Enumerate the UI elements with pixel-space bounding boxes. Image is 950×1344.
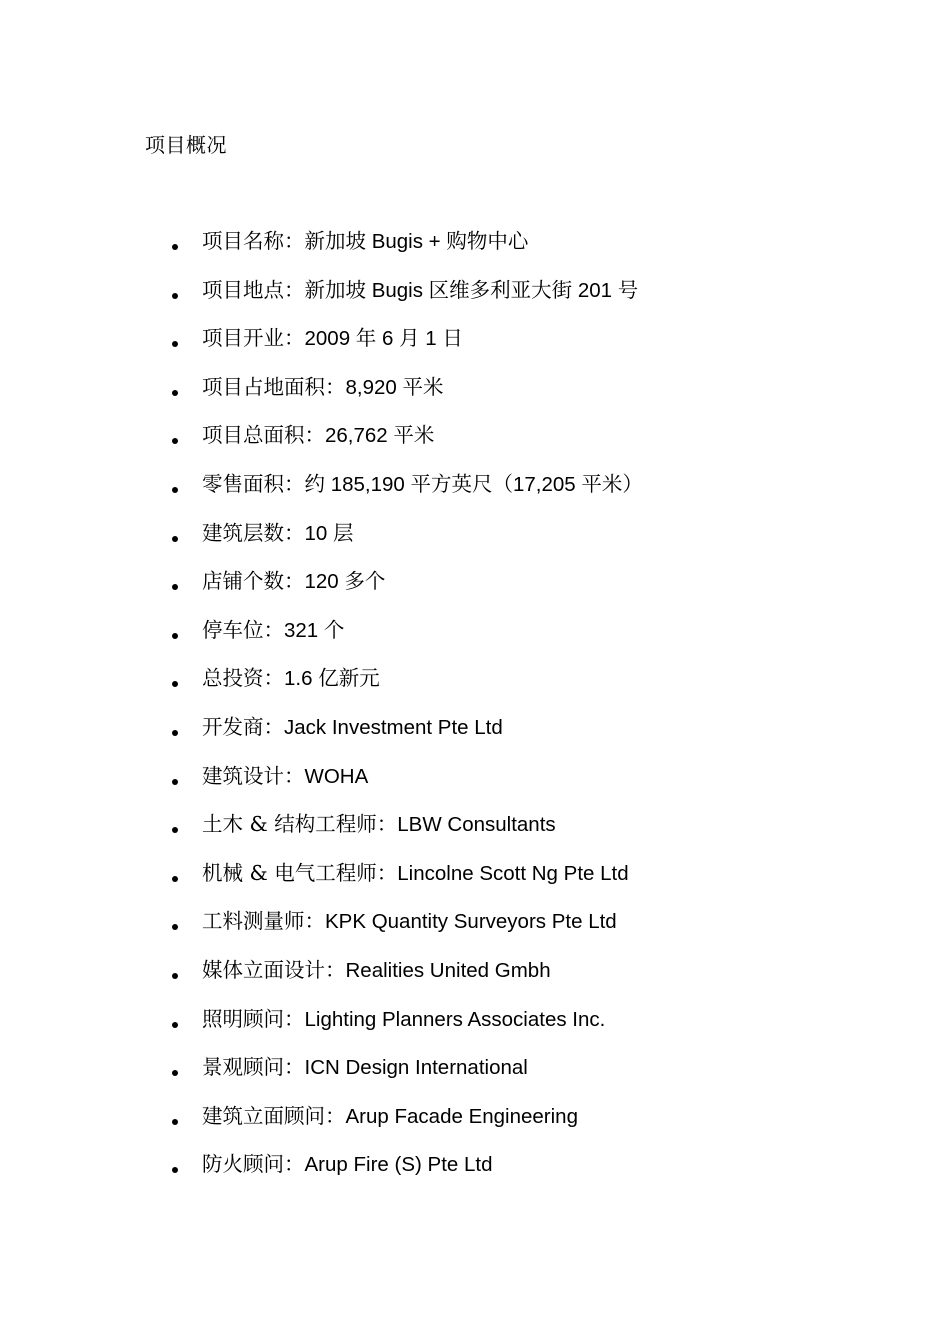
- list-item-value: WOHA: [304, 764, 369, 788]
- list-item-label: 店铺个数：: [202, 569, 305, 594]
- bullet-icon: [172, 341, 178, 347]
- list-item-value: KPK Quantity Surveyors Pte Ltd: [325, 910, 617, 934]
- list-item-value: 1.6 亿新元: [284, 667, 380, 691]
- list-item-text: [202, 470, 643, 499]
- list-item-label: 项目地点：: [202, 277, 305, 302]
- list-item-label: 项目占地面积：: [202, 374, 346, 399]
- list-item-text: [202, 713, 503, 742]
- list-item-value: Arup Facade Engineering: [345, 1104, 578, 1128]
- list-item-media-facade: [0, 956, 900, 1005]
- list-item-value: Arup Fire (S) Pte Ltd: [304, 1153, 493, 1177]
- list-item-label: 项目开业：: [202, 326, 305, 351]
- list-item-text: [202, 1102, 578, 1131]
- bullet-icon: [172, 1167, 178, 1173]
- list-item-value: 新加坡 Bugis + 购物中心: [304, 230, 529, 253]
- list-item-value: Lincolne Scott Ng Pte Ltd: [397, 861, 629, 885]
- bullet-icon: [172, 584, 178, 590]
- list-item-value: 321 个: [284, 618, 345, 642]
- list-item-value: LBW Consultants: [397, 813, 556, 837]
- bullet-icon: [172, 973, 178, 979]
- list-item-value: 新加坡 Bugis 区维多利亚大街 201 号: [304, 278, 639, 302]
- list-item-value: Lighting Planners Associates Inc.: [304, 1007, 606, 1031]
- bullet-icon: [172, 730, 178, 736]
- list-item-value: 8,920 平米: [345, 375, 444, 399]
- list-item-text: [202, 1053, 528, 1082]
- bullet-icon: [172, 487, 178, 493]
- list-item-opening-date: [0, 324, 900, 373]
- bullet-icon: [172, 293, 178, 299]
- project-facts-list: [0, 227, 900, 1199]
- bullet-icon: [172, 1119, 178, 1125]
- list-item-value: 2009 年 6 月 1 日: [304, 327, 463, 351]
- list-item-text: [202, 324, 463, 353]
- bullet-icon: [172, 390, 178, 396]
- list-item-text: [202, 664, 380, 693]
- list-item-site-area: [0, 373, 900, 422]
- list-item-label: 项目名称：: [202, 229, 305, 253]
- bullet-icon: [172, 876, 178, 882]
- list-item-quantity-surveyor: [0, 907, 900, 956]
- list-item-project-location: [0, 276, 900, 325]
- list-item-landscape-consultant: [0, 1053, 900, 1102]
- list-item-text: [202, 276, 638, 305]
- list-item-facade-consultant: [0, 1102, 900, 1151]
- bullet-icon: [172, 827, 178, 833]
- list-item-label: 建筑设计：: [202, 763, 305, 788]
- list-item-floors: [0, 519, 900, 568]
- list-item-retail-area: [0, 470, 900, 519]
- list-item-text: [202, 373, 444, 402]
- list-item-value: ICN Design International: [304, 1056, 528, 1080]
- list-item-text: [202, 859, 629, 888]
- bullet-icon: [172, 1070, 178, 1076]
- list-item-label: 景观顾问：: [202, 1055, 305, 1080]
- list-item-text: [202, 810, 556, 839]
- list-item-project-name: [0, 227, 900, 276]
- list-item-text: [202, 519, 354, 548]
- list-item-label: 停车位：: [202, 617, 284, 642]
- list-item-label: 照明顾问：: [202, 1006, 305, 1031]
- list-item-value: 120 多个: [304, 570, 386, 594]
- list-item-label: 土木 & 结构工程师：: [202, 812, 398, 837]
- bullet-icon: [172, 633, 178, 639]
- list-item-fire-consultant: [0, 1150, 900, 1199]
- list-item-text: [202, 956, 551, 985]
- list-item-text: [202, 1150, 492, 1179]
- list-item-text: [202, 1005, 605, 1034]
- list-item-label: 工料测量师：: [202, 909, 325, 934]
- list-item-label: 建筑立面顾问：: [202, 1103, 346, 1128]
- list-item-value: Jack Investment Pte Ltd: [284, 715, 503, 739]
- list-item-total-area: [0, 421, 900, 470]
- list-item-value: 26,762 平米: [325, 424, 435, 448]
- list-item-value: Realities United Gmbh: [345, 958, 551, 982]
- list-item-developer: [0, 713, 900, 762]
- list-item-text: [202, 616, 344, 645]
- list-item-label: 防火顾问：: [202, 1152, 305, 1177]
- list-item-label: 项目总面积：: [202, 423, 325, 448]
- list-item-text: [202, 907, 617, 936]
- list-item-label: 机械 & 电气工程师：: [202, 860, 398, 885]
- bullet-icon: [172, 1022, 178, 1028]
- list-item-text: [202, 762, 368, 791]
- bullet-icon: [172, 536, 178, 542]
- list-item-text: [202, 421, 434, 450]
- list-item-label: 建筑层数：: [202, 520, 305, 545]
- bullet-icon: [172, 438, 178, 444]
- list-item-investment: [0, 664, 900, 713]
- list-item-value: 10 层: [304, 521, 354, 545]
- list-item-label: 总投资：: [202, 666, 284, 691]
- list-item-structural-engineer: [0, 810, 900, 859]
- list-item-architect: [0, 762, 900, 811]
- list-item-text: [202, 227, 528, 256]
- list-item-label: 开发商：: [202, 714, 284, 739]
- page-title: 项目概况: [145, 133, 227, 157]
- bullet-icon: [172, 681, 178, 687]
- list-item-label: 零售面积：: [202, 471, 305, 496]
- list-item-store-count: [0, 567, 900, 616]
- bullet-icon: [172, 924, 178, 930]
- list-item-value: 约 185,190 平方英尺（17,205 平米）: [304, 472, 643, 496]
- list-item-parking: [0, 616, 900, 665]
- bullet-icon: [172, 779, 178, 785]
- list-item-label: 媒体立面设计：: [202, 957, 346, 982]
- list-item-lighting-consultant: [0, 1005, 900, 1054]
- bullet-icon: [172, 244, 178, 250]
- list-item-text: [202, 567, 385, 596]
- list-item-mep-engineer: [0, 859, 900, 908]
